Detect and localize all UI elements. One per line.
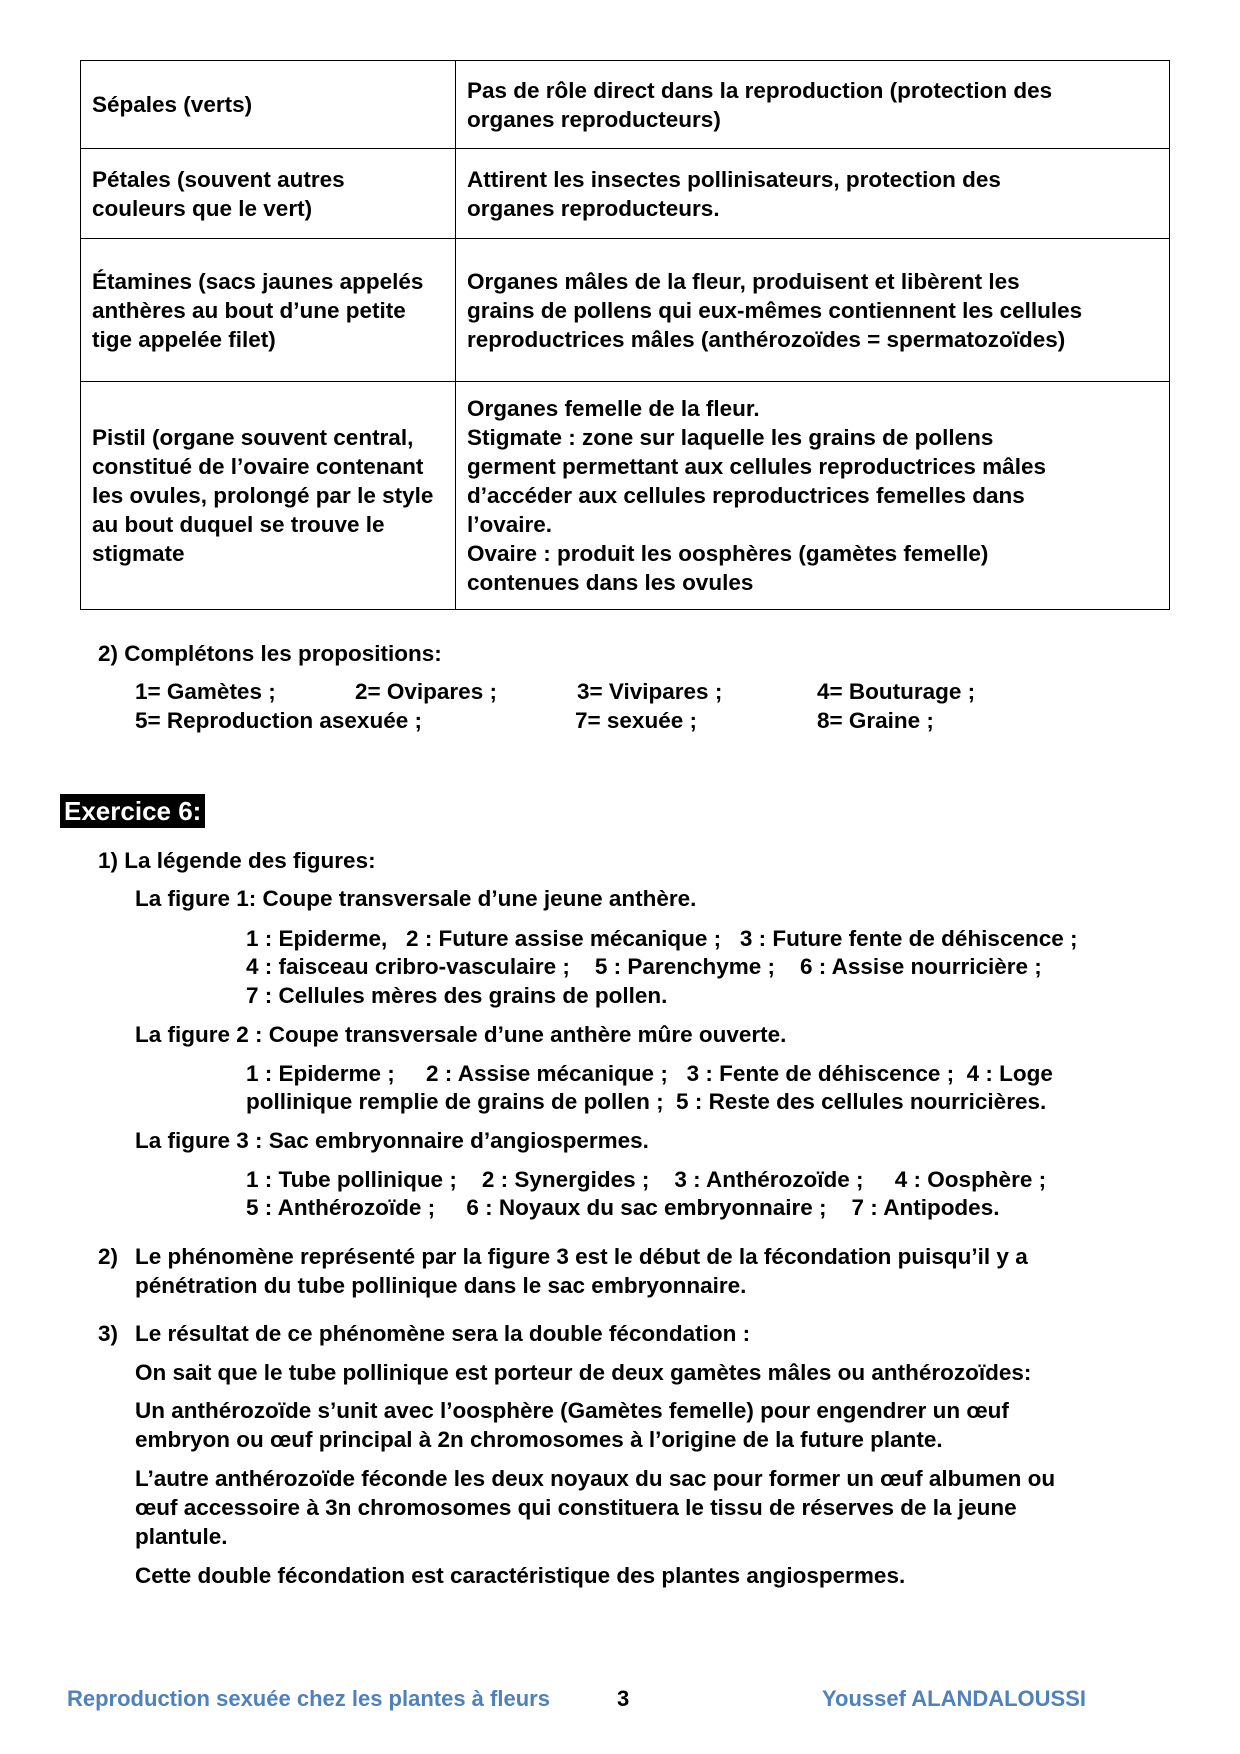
role-line: Organes femelle de la fleur. [467, 396, 760, 421]
role-line: grains de pollens qui eux-mêmes contiennent les cellules [467, 297, 1083, 323]
answer: 8= Graine ; [817, 708, 934, 733]
q3-title: Le résultat de ce phénomène sera la double fécondation : [135, 1321, 751, 1346]
answer: 7= sexuée ; [575, 708, 697, 733]
q3-paragraph: L’autre anthérozoïde féconde les deux noyaux du sac pour former un œuf albumen ou [135, 1466, 1056, 1491]
role-line: Organes mâles de la fleur, produisent et libèrent les [467, 268, 1020, 294]
answer: 2= Ovipares ; [355, 679, 497, 704]
answer: 1= Gamètes ; [135, 679, 276, 704]
figure-1-legend: 7 : Cellules mères des grains de pollen. [246, 983, 668, 1008]
figure-3-title: La figure 3 : Sac embryonnaire d’angiospermes. [135, 1128, 649, 1153]
table-row [81, 61, 1170, 149]
q2-number: 2) [98, 1244, 119, 1269]
organ-cell: Pistil (organe souvent central, constitué de l’ovaire contenant les ovules, prolongé par le style au bout duquel se trouve le stigmate [81, 382, 456, 610]
role-line: Pas de rôle direct dans la reproduction (protection des [467, 77, 1053, 103]
exercise-title: Exercice 6: [60, 794, 205, 828]
role-cell [456, 239, 1170, 382]
table-row [81, 149, 1170, 239]
organs-table [80, 60, 1170, 610]
q3-paragraph: plantule. [135, 1524, 228, 1549]
q3-paragraph: embryon ou œuf principal à 2n chromosomes à l’origine de la future plante. [135, 1427, 943, 1452]
role-line: Attirent les insectes pollinisateurs, protection des [467, 166, 1001, 192]
q3-paragraph: On sait que le tube pollinique est porteur de deux gamètes mâles ou anthérozoïdes: [135, 1360, 1032, 1385]
role-line: organes reproducteurs. [467, 195, 720, 221]
figure-2-title: La figure 2 : Coupe transversale d’une anthère mûre ouverte. [135, 1022, 787, 1047]
q3-paragraph: Un anthérozoïde s’unit avec l’oosphère (Gamètes femelle) pour engendrer un œuf [135, 1398, 1009, 1423]
figure-3-legend: 5 : Anthérozoïde ; 6 : Noyaux du sac embryonnaire ; 7 : Antipodes. [246, 1195, 1000, 1220]
q3-paragraph: œuf accessoire à 3n chromosomes qui constituera le tissu de réserves de la jeune [135, 1495, 1017, 1520]
role-line: reproductrices mâles (anthérozoïdes = spermatozoïdes) [467, 326, 1066, 352]
role-line: d’accéder aux cellules reproductrices femelles dans [467, 483, 1025, 508]
answer: 4= Bouturage ; [817, 679, 976, 704]
answer: 3= Vivipares ; [577, 679, 723, 704]
organ-cell: Sépales (verts) [81, 61, 456, 149]
figure-1-legend: 4 : faisceau cribro-vasculaire ; 5 : Parenchyme ; 6 : Assise nourricière ; [246, 954, 1042, 979]
organ-cell: Étamines (sacs jaunes appelés anthères au bout d’une petite tige appelée filet) [81, 239, 456, 382]
footer-title: Reproduction sexuée chez les plantes à fleurs [67, 1686, 550, 1711]
q2-answer: Le phénomène représenté par la figure 3 est le début de la fécondation puisqu’il y a [135, 1244, 1028, 1269]
table-row [81, 239, 1170, 382]
role-line: l’ovaire. [467, 512, 553, 537]
organ-cell: Pétales (souvent autres couleurs que le vert) [81, 149, 456, 239]
page-number: 3 [617, 1686, 630, 1711]
q2-answer: pénétration du tube pollinique dans le sac embryonnaire. [135, 1273, 747, 1298]
role-line: contenues dans les ovules [467, 570, 754, 595]
figure-1-legend: 1 : Epiderme, 2 : Future assise mécanique ; 3 : Future fente de déhiscence ; [246, 926, 1078, 951]
role-cell [456, 382, 1170, 610]
q3-number: 3) [98, 1321, 119, 1346]
q3-paragraph: Cette double fécondation est caractéristique des plantes angiospermes. [135, 1563, 906, 1588]
figure-3-legend: 1 : Tube pollinique ; 2 : Synergides ; 3 : Anthérozoïde ; 4 : Oosphère ; [246, 1167, 1047, 1192]
answer: 5= Reproduction asexuée ; [135, 708, 422, 733]
role-line: Ovaire : produit les oosphères (gamètes femelle) [467, 541, 989, 566]
table-row [81, 382, 1170, 610]
footer-author: Youssef ALANDALOUSSI [822, 1686, 1087, 1711]
figure-2-legend: 1 : Epiderme ; 2 : Assise mécanique ; 3 : Fente de déhiscence ; 4 : Loge [246, 1061, 1053, 1086]
role-cell [456, 61, 1170, 149]
role-line: organes reproducteurs) [467, 106, 721, 132]
q1-title: 1) La légende des figures: [98, 848, 376, 873]
role-line: Stigmate : zone sur laquelle les grains de pollens [467, 425, 994, 450]
role-cell [456, 149, 1170, 239]
figure-2-legend: pollinique remplie de grains de pollen ; 5 : Reste des cellules nourricières. [246, 1089, 1047, 1114]
q2-title: 2) Complétons les propositions: [98, 641, 442, 666]
figure-1-title: La figure 1: Coupe transversale d’une jeune anthère. [135, 886, 697, 911]
role-line: germent permettant aux cellules reproductrices mâles [467, 454, 1046, 479]
